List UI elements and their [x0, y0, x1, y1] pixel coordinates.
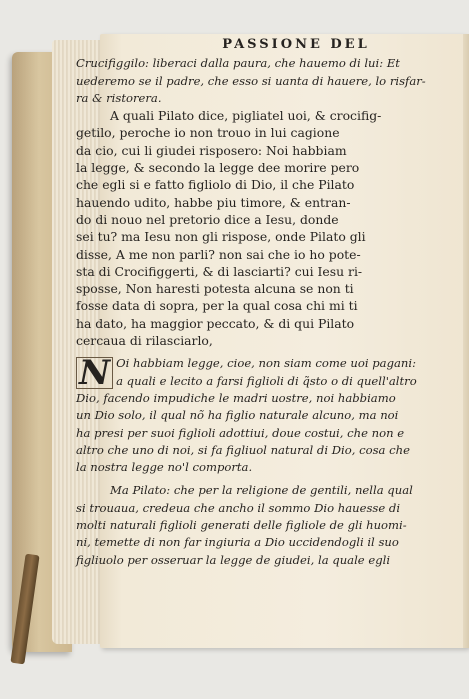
text-line: che egli si e fatto figliolo di Dio, il che Pilato [76, 177, 355, 193]
text-line: la legge, & secondo la legge dee morire pero [76, 160, 360, 176]
text-line: hauendo udito, habbe piu timore, & entran- [76, 194, 351, 210]
text-line: ha presi per suoi figlioli adottiui, doue costui, che non e [76, 425, 405, 440]
text-line: sei tu? ma Iesu non gli rispose, onde Pilato gli [76, 229, 366, 245]
text-line: do di nouo nel pretorio dice a Iesu, donde [76, 211, 339, 227]
drop-cap: N [76, 357, 113, 389]
text-line: ra & ristorera. [76, 90, 162, 105]
text-line: disse, A me non parli? non sai che io ho pote- [76, 246, 361, 262]
page-text [76, 36, 464, 569]
paragraph-2 [76, 107, 464, 349]
text-line: si trouaua, credeua che ancho il sommo Dio hauesse di [76, 500, 401, 515]
text-line: getilo, peroche io non trouo in lui cagione [76, 125, 340, 141]
text-line: sposse, Non haresti potesta alcuna se non ti [76, 281, 354, 297]
text-line: Crucifiggilo: liberaci dalla paura, che hauemo di lui: Et [76, 56, 400, 71]
running-header: PASSIONE DEL [222, 37, 370, 52]
paragraph-1 [76, 55, 464, 107]
text-line: ni, temette di non far ingiuria a Dio uccidendogli il suo [76, 535, 399, 550]
text-line: sta di Crocifiggerti, & di lasciarti? cui Iesu ri- [76, 263, 363, 279]
text-line: Ma Pilato: che per la religione de gentili, nella qual [110, 483, 413, 498]
text-line: uederemo se il padre, che esso si uanta di hauere, lo risfar- [76, 73, 426, 88]
text-line: figliuolo per osseruar la legge de giudei, la quale egli [76, 552, 391, 567]
text-line: la nostra legge no'l comporta. [76, 460, 253, 475]
paragraph-3 [76, 355, 464, 476]
text-line: a quali e lecito a farsi figlioli di q̃sto o di quell'altro [116, 373, 417, 388]
text-line: A quali Pilato dice, pigliatel uoi, & crocifig- [110, 108, 382, 124]
text-line: molti naturali figlioli generati delle figliole de gli huomi- [76, 518, 407, 533]
text-line: fosse data di sopra, per la qual cosa chi mi ti [76, 298, 358, 314]
text-line: Dio, facendo impudiche le madri uostre, noi habbiamo [76, 390, 396, 405]
text-line: un Dio solo, il qual nõ ha figlio naturale alcuno, ma noi [76, 408, 399, 423]
text-line: da cio, cui li giudei risposero: Noi habbiam [76, 142, 347, 158]
text-line: ha dato, ha maggior peccato, & di qui Pilato [76, 315, 355, 331]
text-line: cercaua di rilasciarlo, [76, 333, 213, 349]
text-line: Oi habbiam legge, cioe, non siam come uoi pagani: [116, 356, 417, 371]
text-line: altro che uno di noi, si fa figliuol natural di Dio, cosa che [76, 442, 410, 457]
paragraph-4 [76, 482, 464, 568]
